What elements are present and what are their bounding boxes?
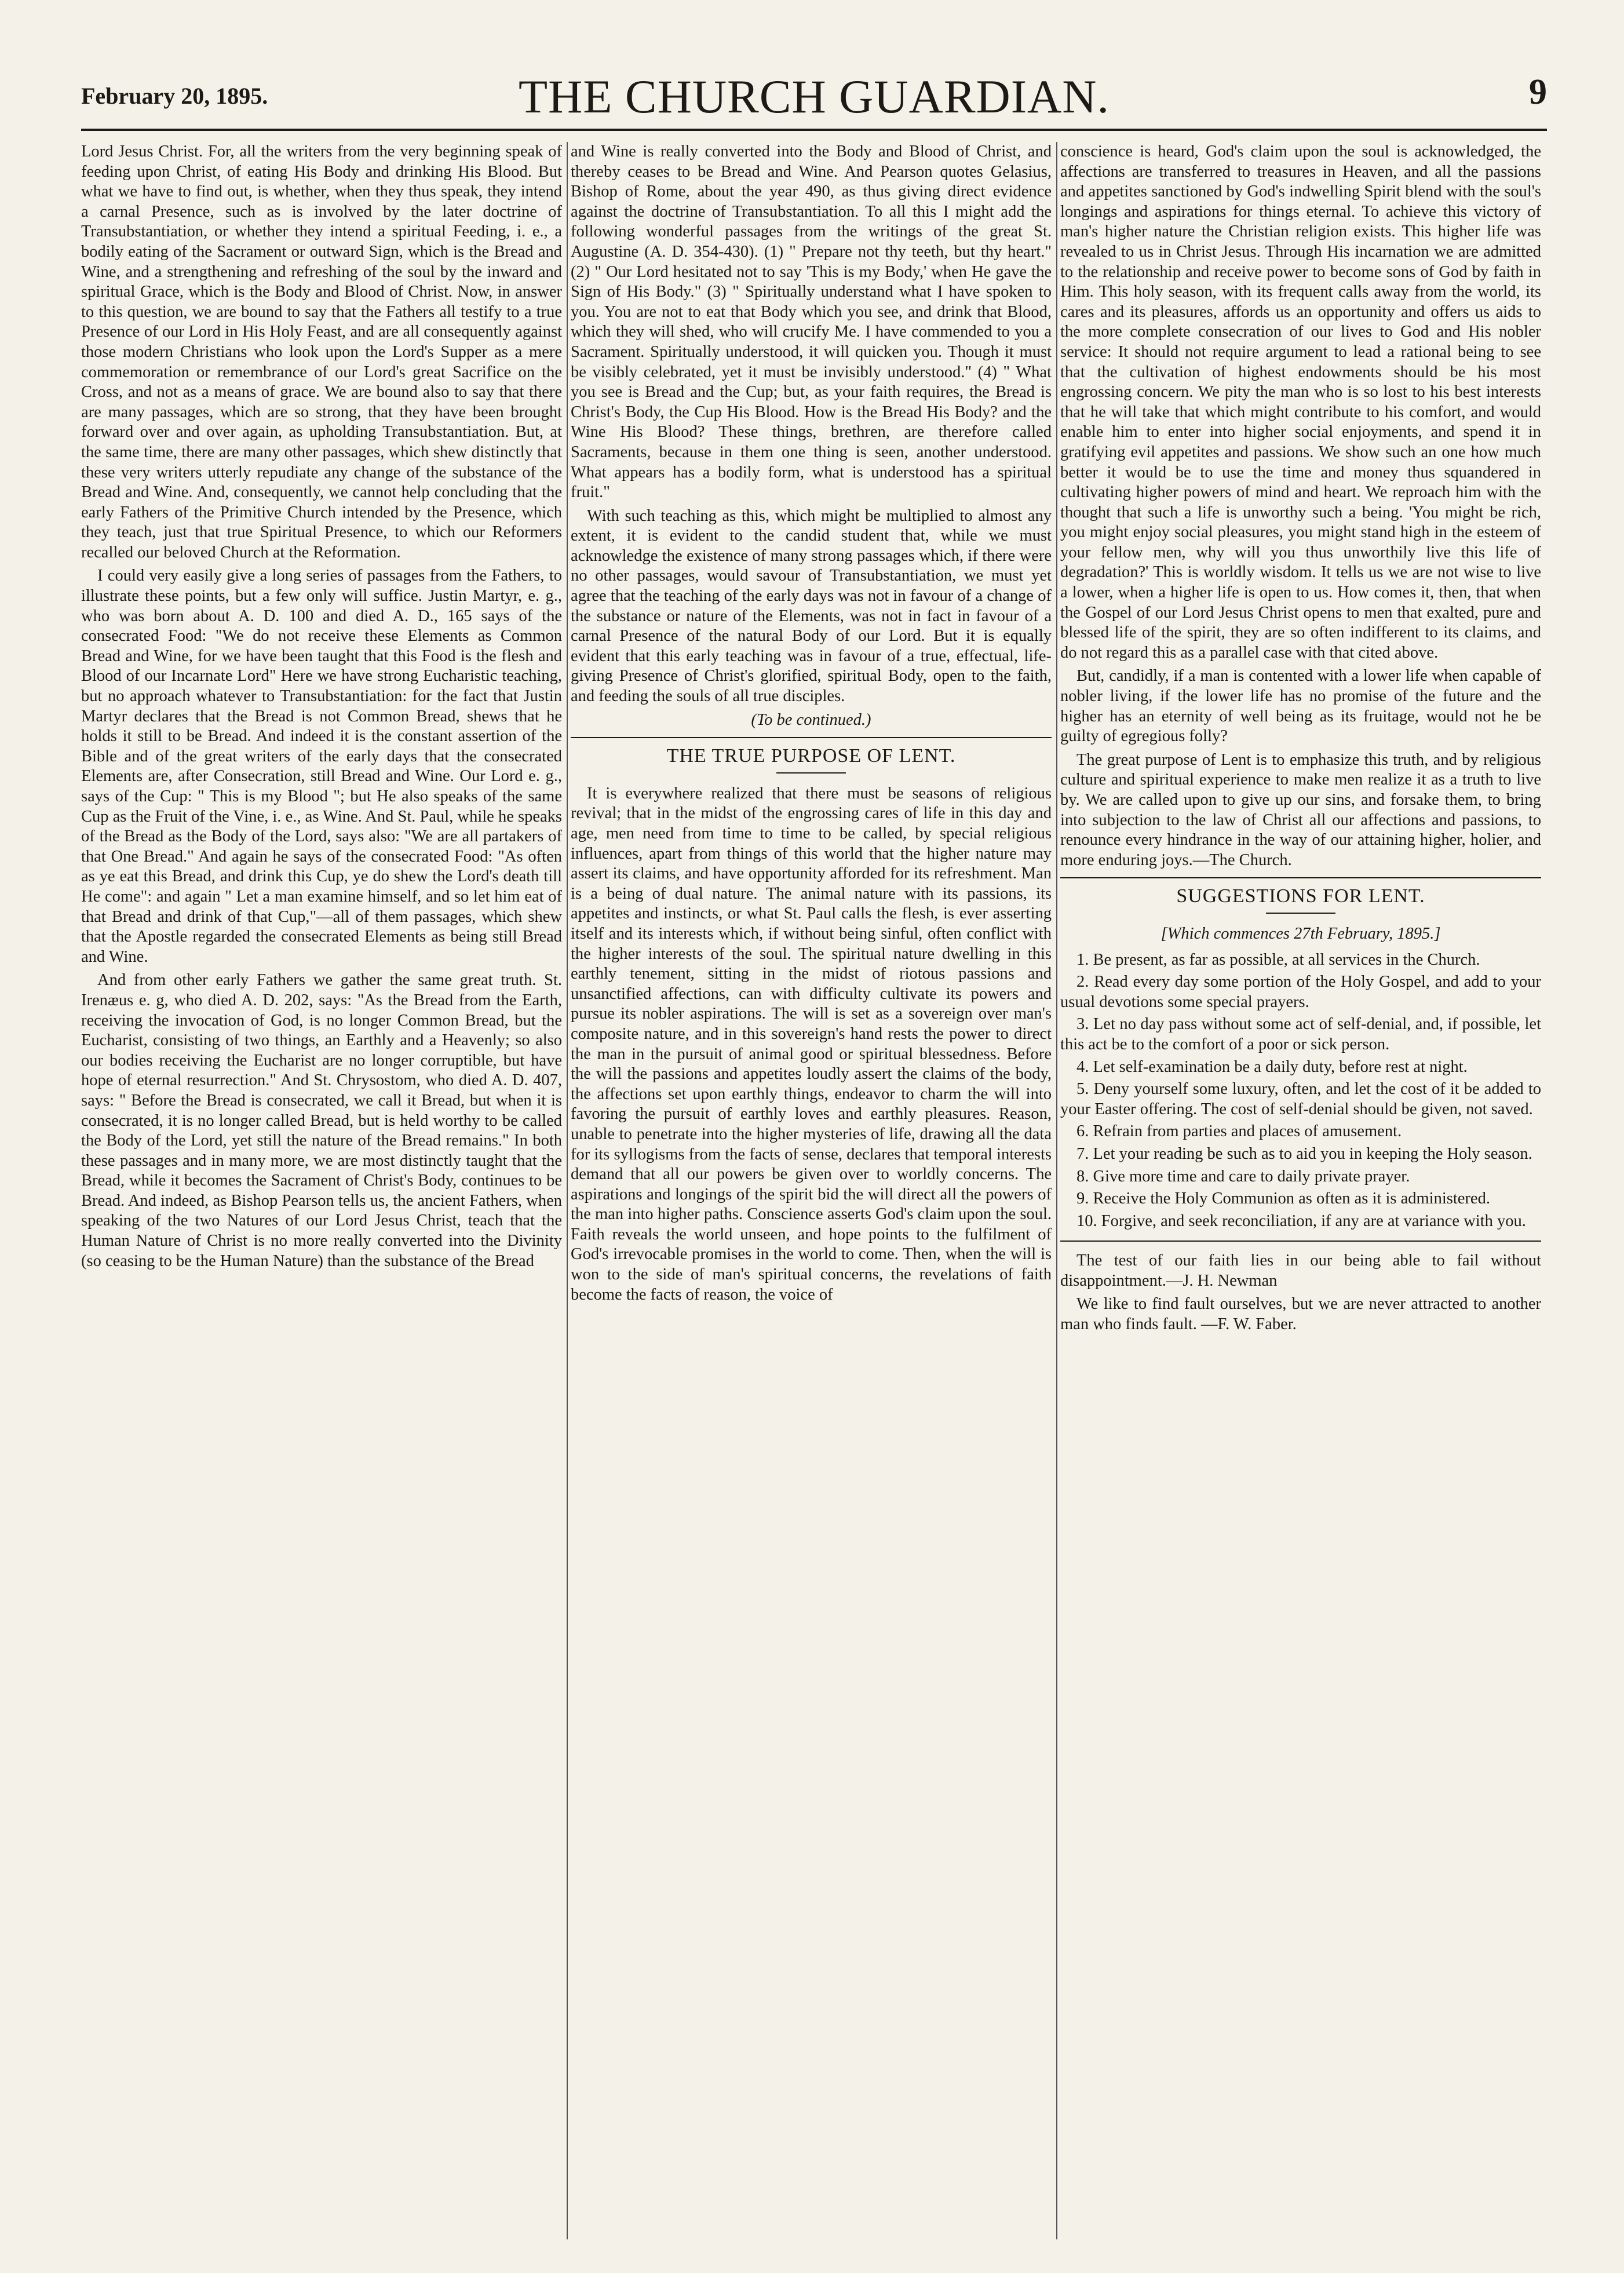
date-note: [Which commences 27th February, 1895.] [1160, 924, 1441, 943]
section-divider [1060, 1241, 1541, 1242]
suggestions-list [1060, 950, 1541, 1232]
list-item: 7. Let your reading be such as to aid you in keeping the Holy season. [1076, 1144, 1532, 1163]
paragraph: But, candidly, if a man is contented with a lower life when capable of nobler living, if the lower life has no promise of the future and the higher has an eternity of well being as its fruitage, would not he be guilty of egregious folly? [1060, 667, 1541, 746]
article-heading: THE TRUE PURPOSE OF LENT. [666, 745, 956, 767]
continued-note: (To be continued.) [751, 710, 871, 729]
list-item: 8. Give more time and care to daily private prayer. [1076, 1167, 1410, 1185]
section-divider [571, 737, 1052, 738]
list-item: 1. Be present, as far as possible, at all services in the Church. [1076, 950, 1480, 969]
quotation: We like to find fault ourselves, but we are never attracted to another man who finds fault. —F. W. Faber. [1060, 1295, 1541, 1334]
paragraph: Lord Jesus Christ. For, all the writers from the very beginning speak of feeding upon Christ, of eating His Body and drinking His Blood. But what we have to find out, is whether, when they thus speak, they intend a carnal Presence, such as is involved by the later doctrine of Transubstantiation, or whether they intend a spiritual Feeding, i. e., a bodily eating of the Sacrament or outward Sign, which is the Bread and Wine, and a strengthening and refreshing of the soul by the inward and spiritual Grace, which is the Body and Blood of Christ. Now, in answer to this question, we are bound to say that the Fathers all testify to a true Presence of our Lord in His Holy Feast, and are all consequently against those modern Christians who look upon the Lord's Supper as a mere commemoration or remembrance of our Lord's great Sacrifice on the Cross, and not as a means of grace. We are bound also to say that there are many passages, which are so strong, that they have been brought forward over and over again, as upholding Transubstantiation. But, at the same time, there are many other passages, which shew distinctly that these very writers utterly repudiate any change of the substance of the Bread and Wine. And, consequently, we cannot help concluding that the early Fathers of the Primitive Church intended by the Presence, which they teach, just that true Spiritual Presence, to which our Reformers recalled our beloved Church at the Reformation. [81, 143, 562, 561]
section-divider [1060, 877, 1541, 878]
page-number: 9 [1529, 72, 1547, 112]
article-heading: SUGGESTIONS FOR LENT. [1176, 885, 1425, 907]
column-divider [567, 142, 568, 2239]
column-1 [81, 142, 562, 2239]
list-item: 9. Receive the Holy Communion as often as it is administered. [1076, 1190, 1490, 1208]
list-item: 4. Let self-examination be a daily duty, before rest at night. [1076, 1057, 1468, 1076]
issue-date: February 20, 1895. [81, 83, 268, 109]
masthead [81, 64, 1547, 133]
quotation: The test of our faith lies in our being able to fail without disappointment.—J. H. Newman [1060, 1252, 1541, 1290]
newspaper-title: THE CHURCH GUARDIAN. [519, 70, 1110, 123]
list-item: 10. Forgive, and seek reconciliation, if any are at variance with you. [1076, 1212, 1526, 1230]
column-divider [1056, 142, 1057, 2239]
heading-rule [1266, 913, 1335, 914]
list-item: 3. Let no day pass without some act of self-denial, and, if possible, let this act be to the comfort of a poor or sick person. [1060, 1015, 1541, 1053]
column-3 [1060, 142, 1541, 2239]
paragraph: I could very easily give a long series of passages from the Fathers, to illustrate these points, but a few only will suffice. Justin Martyr, e. g., who was born about A. D. 100 and died A. D., 165 says of the consecrated Food: "We do not receive these Elements as Common Bread and Wine, for we have been taught that this Food is the flesh and Blood of our Incarnate Lord" Here we have strong Eucharistic teaching, but no approach whatever to Transubstantiation: for the fact that Justin Martyr declares that the Bread is not Common Bread, shews that he holds it still to be Bread. And indeed it is the constant assertion of the Bible and of the great writers of the early days that the consecrated Elements are, after Consecration, still Bread and Wine. Our Lord e. g., says of the Cup: " This is my Blood "; but He also speaks of the same Cup as the Fruit of the Vine, i. e., as Wine. And St. Paul, while he speaks of the Bread as the Body of the Lord, says also: "We are all partakers of that One Bread." And again he says of the consecrated Food: "As often as ye eat this Bread, and drink this Cup, ye do shew the Lord's death till He come": and again " Let a man examine himself, and so let him eat of that Bread and drink of that Cup,"—all of them passages, which shew that the Apostle regarded the consecrated Elements as being still Bread and Wine. [81, 567, 562, 966]
paragraph: The great purpose of Lent is to emphasize this truth, and by religious culture and spiritual experience to make men realize it as a truth to live by. We are called upon to give up our sins, and forsake them, to bring into subjection to the law of Christ all our affections and passions, to renounce every hindrance in the way of our attaining higher, holier, and more enduring joys.—The Church. [1060, 750, 1541, 869]
paragraph: With such teaching as this, which might be multiplied to almost any extent, it is evident to the candid student that, while we must acknowledge the existence of many strong passages which, if there were no other passages, would savour of Transubstantiation, we must yet agree that the teaching of the early days was not in favour of a change of the substance or nature of the Elements, was not in fact in favour of a carnal Presence of the natural Body of our Lord. But it is equally evident that this early teaching was in favour of a true, effectual, life-giving Presence of Christ's glorified, spiritual Body, open to the faith, and feeding the souls of all true disciples. [571, 506, 1052, 706]
paragraph: And from other early Fathers we gather the same great truth. St. Irenæus e. g, who died A. D. 202, says: "As the Bread from the Earth, receiving the invocation of God, is no longer Common Bread, but the Eucharist, consisting of two things, an Earthly and a Heavenly; so also our bodies receiving the Eucharist are no longer corruptible, but have hope of eternal resurrection." And St. Chrysostom, who died A. D. 407, says: " Before the Bread is consecrated, we call it Bread, but when it is consecrated, it is no longer called Bread, but is held worthy to be called the Body of the Lord, yet still the nature of the Bread remains." In both these passages and in many more, we are most distinctly taught that the Bread, while it becomes the Sacrament of Christ's Body, continues to be Bread. And indeed, as Bishop Pearson tells us, the ancient Fathers, when speaking of the two Natures of our Lord Jesus Christ, teach that the Human Nature of Christ is no more really converted into the Divinity (so ceasing to be the Human Nature) than the substance of the Bread [81, 971, 562, 1270]
paragraph: It is everywhere realized that there must be seasons of religious revival; that in the midst of the engrossing cares of life in this day and age, men need from time to time to be called, by special religious influences, apart from things of this world that the higher nature may assert its claims, and have opportunity afforded for its refreshment. Man is a being of dual nature. The animal nature with its passions, its appetites and instincts, or what St. Paul calls the flesh, is ever asserting itself and its interests which, if without being sinful, often conflict with the higher interests of the soul. The spiritual nature dwelling in this earthly tenement, sitting in the midst of riotous passions and unsanctified affections, can with difficulty cultivate its powers and pursue its nobler aspirations. The will is set as a sovereign over man's composite nature, and in this sovereign's hand rests the power to direct the man in the pursuit of animal good or spiritual blessedness. Before the will the passions and appetites loudly assert the claims of the body, the affections set upon earthly things, endeavor to charm the will into favoring the pursuit of earthly loves and earthly pleasures. Reason, unable to penetrate into the higher mysteries of life, drawing all the data for its syllogisms from the facts of sense, declares that temporal interests demand that all our powers be given over to worldly concerns. The aspirations and longings of the spirit bid the will direct all the powers of the man into higher paths. Conscience asserts God's claim upon the soul. Faith reveals the world unseen, and hope points to the fulfilment of God's irrevocable promises in the world to come. Then, when the will is won to the side of man's spiritual concerns, the revelations of faith become the facts of reason, the voice of [571, 784, 1052, 1304]
column-2 [571, 142, 1052, 2239]
paragraph: and Wine is really converted into the Body and Blood of Christ, and thereby ceases to be Bread and Wine. And Pearson quotes Gelasius, Bishop of Rome, about the year 490, as thus giving direct evidence against the doctrine of Transubstantiation. To all this I might add the following wonderful passages from the writings of the great St. Augustine (A. D. 354-430). (1) " Prepare not thy teeth, but thy heart." (2) " Our Lord hesitated not to say 'This is my Body,' when He gave the Sign of His Body." (3) " Spiritually understand what I have spoken to you. You are not to eat that Body which you see, and drink that Blood, which they will shed, who will crucify Me. I have commended to you a Sacrament. Spiritually understood, it will quicken you. Though it must be visibly celebrated, yet it must be invisibly understood." (4) " What you see is Bread and the Cup; but, as your faith requires, the Bread is Christ's Body, the Cup His Blood. How is the Bread His Body? and the Wine His Blood? These things, brethren, are therefore called Sacraments, because in them one thing is seen, another understood. What appears has a bodily form, what is understood has a spiritual fruit." [571, 143, 1052, 502]
paragraph: conscience is heard, God's claim upon the soul is acknowledged, the affections are transferred to treasures in Heaven, and all the passions and appetites sanctioned by God's indwelling Spirit blend with the soul's longings and aspirations for things eternal. To achieve this victory of man's higher nature the Christian religion exists. This higher life was revealed to us in Christ Jesus. Through His incarnation we are admitted to the relationship and receive power to become sons of God by faith in Him. This holy season, with its frequent calls away from the world, its cares and its pleasures, affords us an opportunity and offers us aids to the more complete consecration of our lives to God and His nobler service: It should not require argument to lead a rational being to see that the cultivation of highest endowments should be his most engrossing concern. We pity the man who is so lost to his best interests that he will take that which might contribute to his comfort, and would enable him to enter into higher social enjoyments, and spend it in gratifying evil appetites and passions. We show such an one how much better it would be to use the time and money thus squandered in cultivating higher powers of mind and heart. We reproach him with the thought that such a life is unworthy such a being. 'You might be rich, you might enjoy social pleasures, you might stand high in the esteem of your fellow men, why will you thus unworthily live this life of degradation?' This is worldly wisdom. It tells us we are not wise to live a lower, when a higher life is open to us. How comes it, then, that when the Gospel of our Lord Jesus Christ opens to men that exalted, pure and blessed life of the spirit, they are so often indifferent to its claims, and do not regard this as a parallel case with that cited above. [1060, 143, 1541, 662]
list-item: 2. Read every day some portion of the Holy Gospel, and add to your usual devotions some special prayers. [1060, 973, 1541, 1011]
list-item: 5. Deny yourself some luxury, often, and let the cost of it be added to your Easter offering. The cost of self-denial should be given, not saved. [1060, 1080, 1541, 1118]
heading-rule [776, 772, 846, 774]
masthead-rule [81, 129, 1547, 131]
list-item: 6. Refrain from parties and places of amusement. [1076, 1122, 1402, 1141]
